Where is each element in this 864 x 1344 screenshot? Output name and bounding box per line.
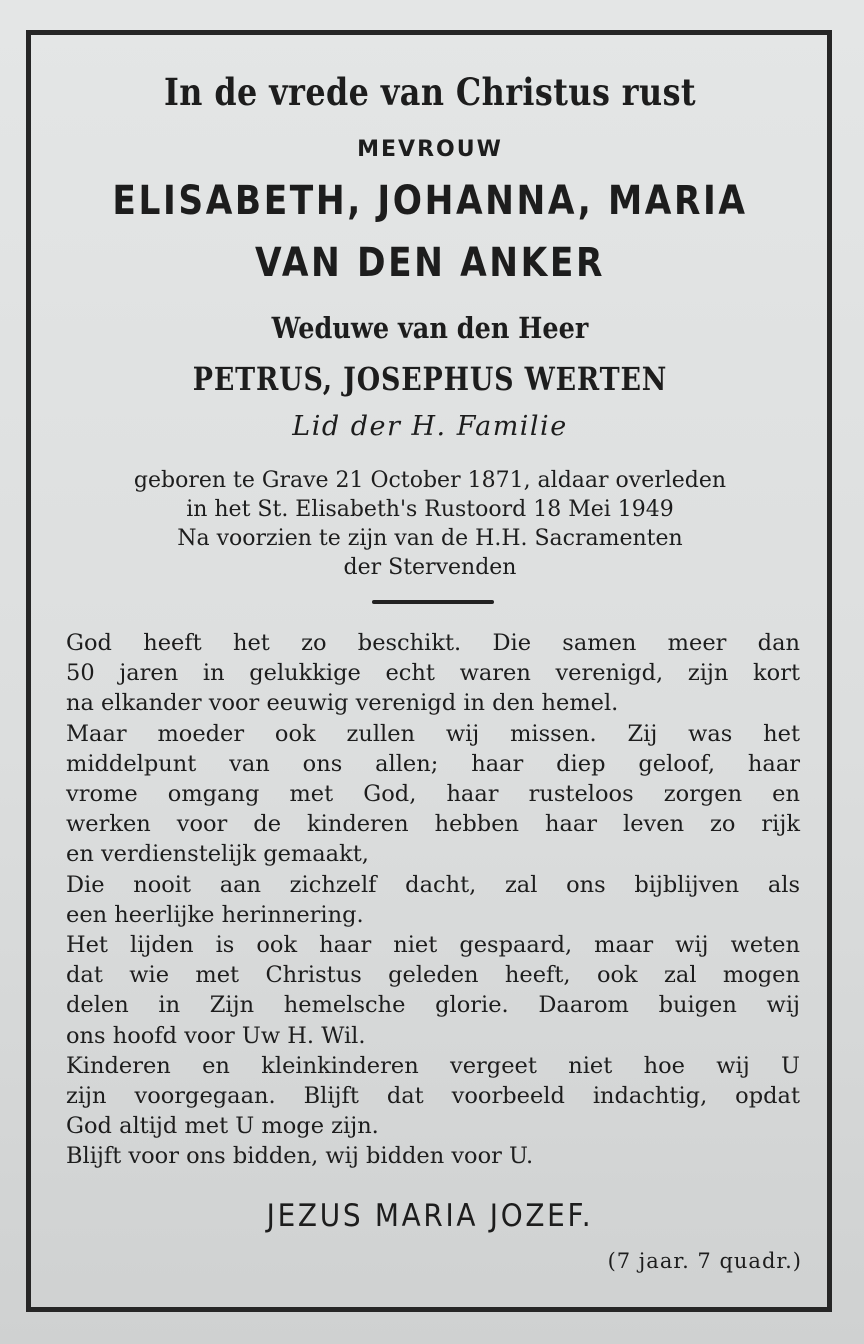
indulgence-note: (7 jaar. 7 quadr.)	[607, 1249, 802, 1273]
text-line: Blijft voor ons bidden, wij bidden voor U.	[66, 1143, 534, 1170]
text-line: God heeft het zo beschikt. Die samen meer dan	[66, 630, 800, 656]
membership-note: Lid der H. Familie	[292, 411, 568, 442]
closing-prayer: JEZUS MARIA JOZEF.	[266, 1198, 594, 1234]
text-line: en verdienstelijk gemaakt,	[66, 841, 369, 868]
text-line: middelpunt van ons allen; haar diep geloof, haar	[66, 750, 800, 777]
text-line: na elkander voor eeuwig verenigd in den hemel.	[66, 690, 619, 717]
text-line: Kinderen en kleinkinderen vergeet niet hoe wij U	[66, 1052, 800, 1079]
text-line: werken voor de kinderen hebben haar leven zo rijk	[66, 811, 800, 838]
death-place-line: in het St. Elisabeth's Rustoord 18 Mei 1949	[186, 497, 674, 522]
section-divider	[372, 600, 494, 604]
birth-line: geboren te Grave 21 October 1871, aldaar overleden	[133, 468, 727, 493]
card-title: In de vrede van Christus rust	[163, 70, 697, 114]
birth-death-details	[30, 466, 830, 582]
widow-of-label: Weduwe van den Heer	[271, 311, 589, 345]
deceased-name-line1: ELISABETH, JOHANNA, MARIA	[112, 178, 748, 224]
deceased-name-line2: VAN DEN ANKER	[254, 240, 606, 286]
memorial-text	[66, 628, 800, 1172]
text-line: dat wie met Christus geleden heeft, ook zal mogen	[66, 962, 800, 989]
sacraments-line-2: der Stervenden	[343, 555, 517, 580]
text-line: zijn voorgegaan. Blijft dat voorbeeld indachtig, opdat	[66, 1083, 800, 1110]
text-line: delen in Zijn hemelsche glorie. Daarom buigen wij	[66, 992, 800, 1019]
text-line: Het lijden is ook haar niet gespaard, maar wij weten	[66, 932, 800, 959]
text-line: God altijd met U moge zijn.	[66, 1113, 379, 1140]
husband-name: PETRUS, JOSEPHUS WERTEN	[192, 360, 668, 398]
salutation: MEVROUW	[357, 137, 503, 162]
text-line: een heerlijke herinnering.	[66, 901, 364, 928]
text-line: vrome omgang met God, haar rusteloos zorgen en	[66, 781, 800, 808]
sacraments-line: Na voorzien te zijn van de H.H. Sacramenten	[177, 526, 683, 551]
text-line: Maar moeder ook zullen wij missen. Zij was het	[66, 720, 800, 747]
text-line: 50 jaren in gelukkige echt waren verenigd, zijn kort	[66, 660, 800, 687]
text-line: ons hoofd voor Uw H. Wil.	[66, 1022, 366, 1049]
text-line: Die nooit aan zichzelf dacht, zal ons bijblijven als	[66, 871, 800, 898]
